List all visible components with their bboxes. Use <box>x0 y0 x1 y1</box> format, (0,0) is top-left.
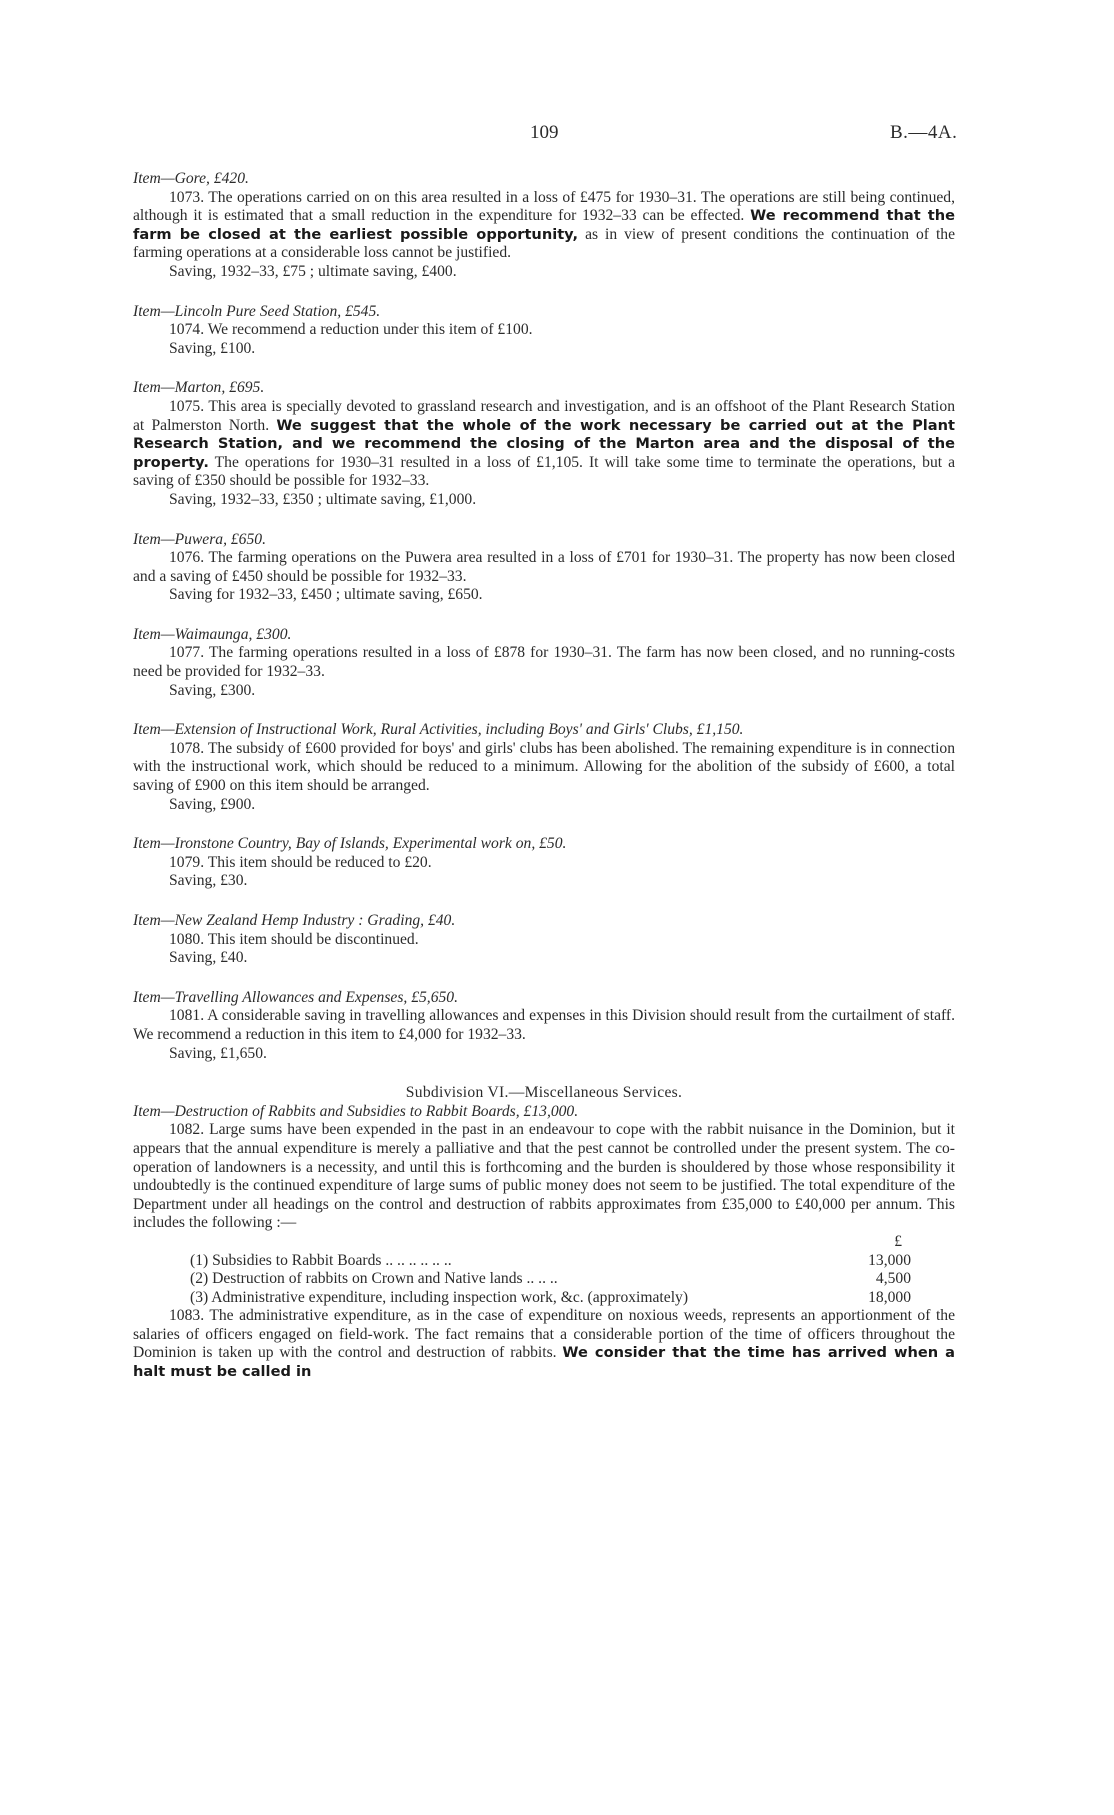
item-heading: Item—Gore, £420. <box>133 170 249 187</box>
paragraph: 1083. The administrative expenditure, as in the case of expenditure on noxious weeds, represents an apportionment of the salaries of officers engaged on field-work. The fact remains that a considerable portion of the time of officers throughout the Dominion is taken up with the control and destruction of rabbits. We consider that the time has arrived when a halt must be called in <box>133 1307 955 1381</box>
table-row <box>133 1270 955 1289</box>
paragraph: 1077. The farming operations resulted in a loss of £878 for 1930–31. The farm has now been closed, and no running-costs need be provided for 1932–33. <box>133 644 955 681</box>
item-heading: Item—Puwera, £650. <box>133 530 266 548</box>
item-heading: Item—Destruction of Rabbits and Subsidies to Rabbit Boards, £13,000. <box>133 1102 579 1120</box>
expenditure-table <box>133 1252 955 1308</box>
item-heading: Item—Marton, £695. <box>133 379 265 397</box>
paragraph: 1079. This item should be reduced to £20. <box>169 853 432 871</box>
row-label: (2) Destruction of rabbits on Crown and Native lands .. .. .. <box>190 1270 558 1288</box>
item-heading: Item—Travelling Allowances and Expenses, £5,650. <box>133 988 458 1006</box>
saving-line: Saving, £900. <box>169 795 256 813</box>
row-amount: 13,000 <box>868 1251 911 1269</box>
saving-line: Saving, £30. <box>169 872 248 890</box>
saving-line: Saving, £300. <box>169 681 256 699</box>
row-amount: 4,500 <box>875 1270 911 1288</box>
paragraph: 1080. This item should be discontinued. <box>169 930 419 948</box>
saving-line: Saving for 1932–33, £450 ; ultimate saving, £650. <box>169 586 483 604</box>
row-label: (1) Subsidies to Rabbit Boards .. .. .. .. .. .. <box>190 1251 452 1269</box>
document-body <box>133 170 955 1382</box>
paragraph: 1074. We recommend a reduction under this item of £100. <box>169 321 533 339</box>
saving-line: Saving, £40. <box>169 949 248 967</box>
table-row <box>133 1289 955 1308</box>
document-code: B.—4A. <box>890 122 958 143</box>
item-heading: Item—Waimaunga, £300. <box>133 625 292 643</box>
paragraph: 1075. This area is specially devoted to grassland research and investigation, and is an offshoot of the Plant Research Station at Palmerston North. We suggest that the whole of the work necessary be carried out at the Plant Research Station, and we recommend the closing of the Marton area and the disposal of the property. The operations for 1930–31 resulted in a loss of £1,105. It will take some time to terminate the operations, but a saving of £350 should be possible for 1932–33. <box>133 397 955 490</box>
paragraph: 1073. The operations carried on on this area resulted in a loss of £475 for 1930–31. The operations are still being continued, although it is estimated that a small reduction in the expenditure for 1932–33 can be effected. We recommend that the farm be closed at the earliest possible opportunity, as in view of present conditions the continuation of the farming operations at a considerable loss cannot be justified. <box>133 188 955 262</box>
paragraph: 1078. The subsidy of £600 provided for boys' and girls' clubs has been abolished. The remaining expenditure is in connection with the instructional work, which should be reduced to a minimum. Allowing for the abolition of the subsidy of £600, a total saving of £900 on this item should be arranged. <box>133 739 955 795</box>
currency-header: £ <box>894 1232 902 1250</box>
saving-line: Saving, 1932–33, £350 ; ultimate saving, £1,000. <box>169 490 477 508</box>
saving-line: Saving, 1932–33, £75 ; ultimate saving, £400. <box>169 262 457 280</box>
row-label: (3) Administrative expenditure, including inspection work, &c. (approximately) <box>190 1288 689 1306</box>
emphasis-text: We consider that the time has arrived when a halt must be called in <box>133 1344 955 1381</box>
subdivision-title: Subdivision VI.—Miscellaneous Services. <box>405 1084 683 1102</box>
item-heading: Item—Ironstone Country, Bay of Islands, Experimental work on, £50. <box>133 835 567 853</box>
emphasis-text: We recommend that the farm be closed at the earliest possible opportunity, <box>133 207 955 243</box>
item-heading: Item—Lincoln Pure Seed Station, £545. <box>133 302 381 320</box>
saving-line: Saving, £100. <box>169 339 256 357</box>
item-heading: Item—New Zealand Hemp Industry : Grading, £40. <box>133 912 456 929</box>
emphasis-text: We suggest that the whole of the work necessary be carried out at the Plant Research Station, and we recommend the closing of the Marton area and the disposal of the property. <box>133 416 955 471</box>
page-number: 109 <box>530 122 559 143</box>
paragraph: 1082. Large sums have been expended in the past in an endeavour to cope with the rabbit nuisance in the Dominion, but it appears that the annual expenditure is merely a palliative and that the pest cannot be controlled under the present system. The co-operation of landowners is a necessity, and until this is forthcoming and the burden is shouldered by those whose responsibility it undoubtedly is the continued expenditure of large sums of public money does not seem to be justified. The total expenditure of the Department under all headings on the control and destruction of rabbits approximates from £35,000 to £40,000 per annum. This includes the following :— <box>133 1121 955 1232</box>
item-heading: Item—Extension of Instructional Work, Rural Activities, including Boys' and Girls' Clubs, £1,150. <box>133 721 744 739</box>
row-amount: 18,000 <box>868 1288 911 1306</box>
saving-line: Saving, £1,650. <box>169 1044 267 1062</box>
paragraph: 1076. The farming operations on the Puwera area resulted in a loss of £701 for 1930–31. The property has now been closed and a saving of £450 should be possible for 1932–33. <box>133 549 955 585</box>
table-row <box>133 1252 955 1271</box>
paragraph: 1081. A considerable saving in travelling allowances and expenses in this Division should result from the curtailment of staff. We recommend a reduction in this item to £4,000 for 1932–33. <box>133 1007 955 1043</box>
